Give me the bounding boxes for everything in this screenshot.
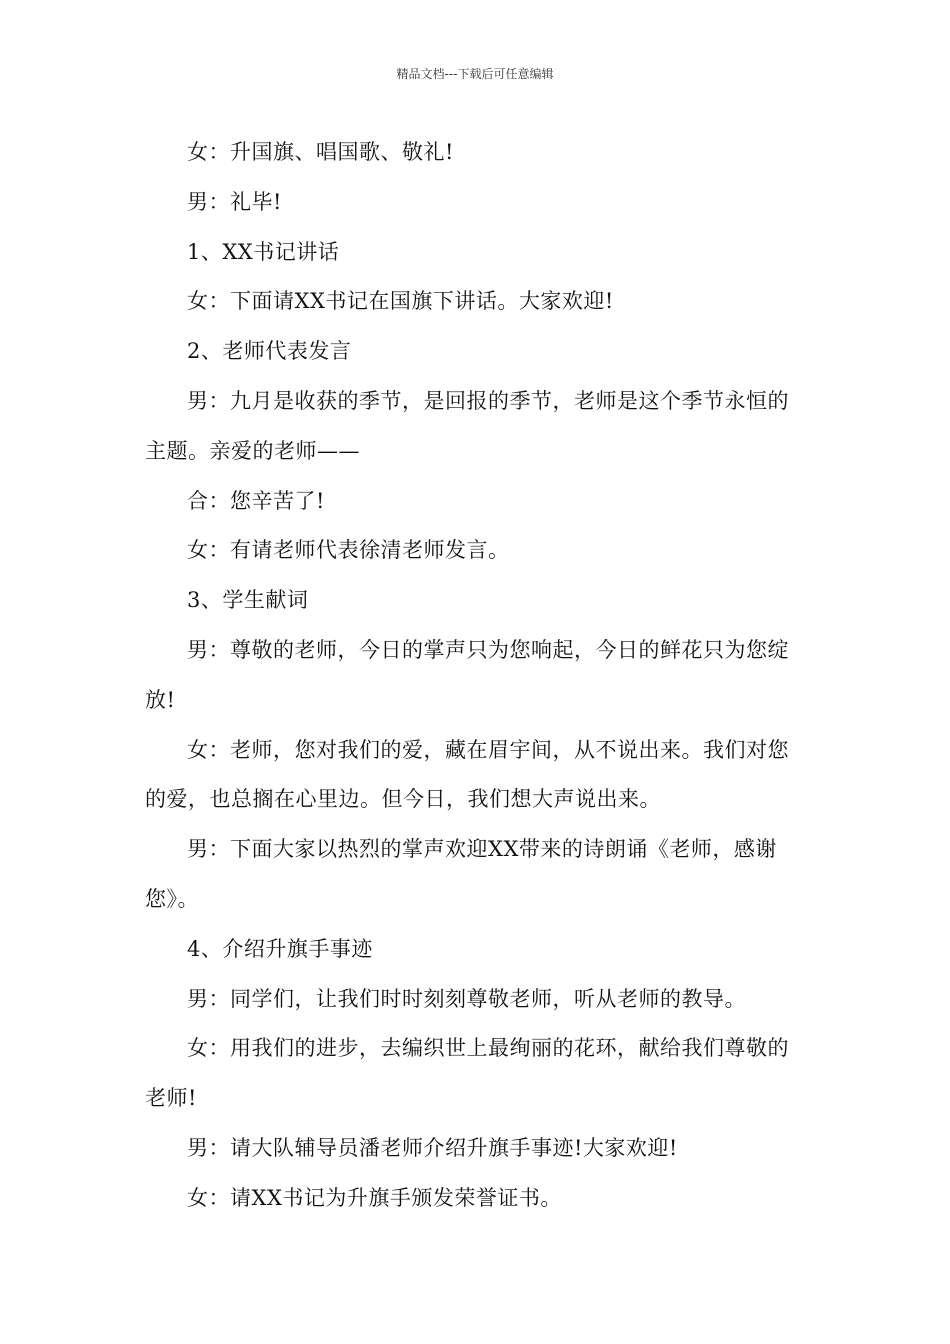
section-heading: 3、学生献词	[187, 588, 309, 613]
paragraph: 女：老师，您对我们的爱，藏在眉宇间，从不说出来。我们对您的爱，也总搁在心里边。但今日，我们想大声说出来。	[145, 737, 789, 812]
paragraph: 女：用我们的进步，去编织世上最绚丽的花环，献给我们尊敬的老师!	[145, 1036, 789, 1111]
paragraph: 女：有请老师代表徐清老师发言。	[187, 538, 510, 563]
paragraph: 女：下面请XX书记在国旗下讲话。大家欢迎!	[187, 289, 614, 314]
page-header: 精品文档---下载后可任意编辑	[396, 67, 554, 81]
paragraph: 男：尊敬的老师，今日的掌声只为您响起，今日的鲜花只为您绽放!	[145, 637, 789, 712]
document-body	[145, 128, 807, 1224]
paragraph: 男：礼毕!	[187, 189, 282, 214]
paragraph: 女：升国旗、唱国歌、敬礼!	[187, 140, 454, 164]
paragraph: 女：请XX书记为升旗手颁发荣誉证书。	[187, 1185, 562, 1210]
section-heading: 2、老师代表发言	[187, 339, 352, 364]
paragraph: 男：九月是收获的季节，是回报的季节，老师是这个季节永恒的主题。亲爱的老师——	[145, 388, 789, 463]
paragraph: 合：您辛苦了!	[187, 488, 325, 513]
paragraph: 男：请大队辅导员潘老师介绍升旗手事迹!大家欢迎!	[187, 1135, 678, 1160]
section-heading: 1、XX书记讲话	[187, 239, 340, 264]
paragraph: 男：下面大家以热烈的掌声欢迎XX带来的诗朗诵《老师，感谢您》。	[145, 837, 777, 911]
paragraph: 男：同学们，让我们时时刻刻尊敬老师，听从老师的教导。	[187, 986, 746, 1011]
section-heading: 4、介绍升旗手事迹	[187, 936, 373, 961]
